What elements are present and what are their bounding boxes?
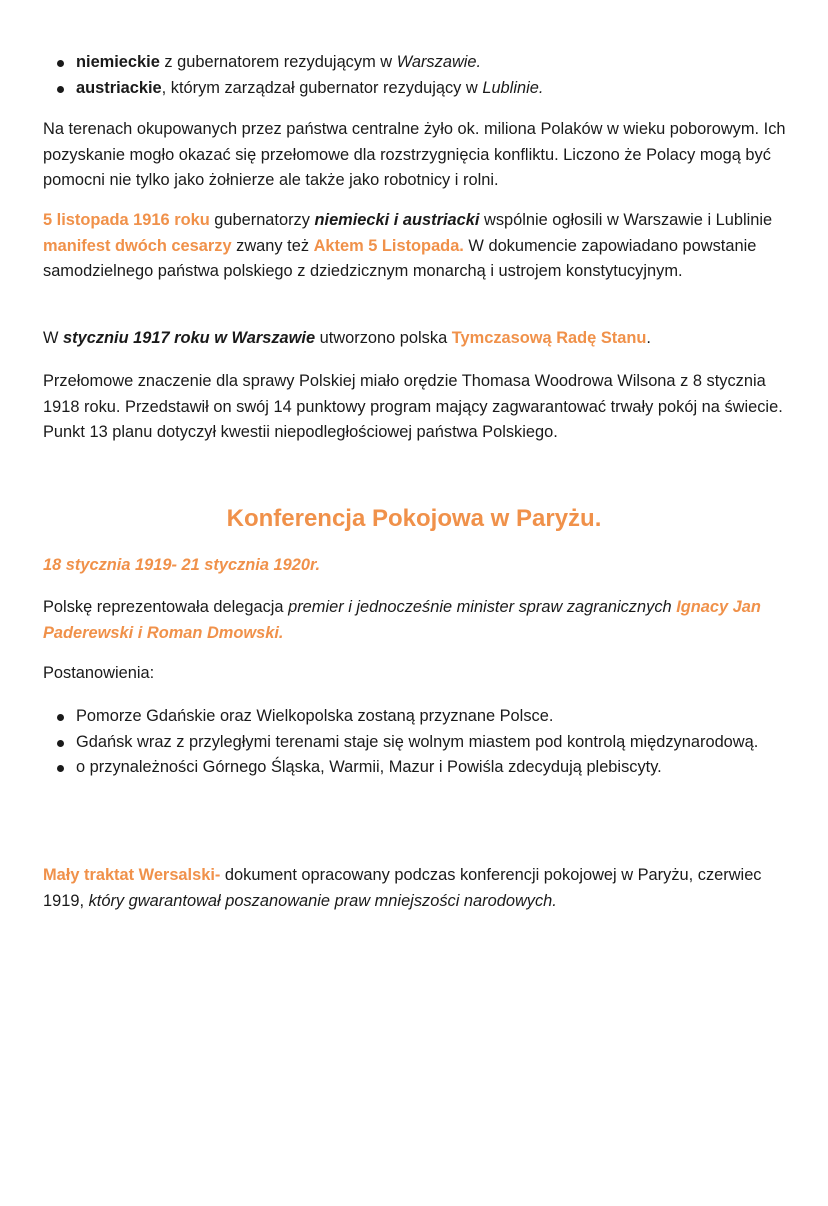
- list-item: Gdańsk wraz z przyległymi terenami staje się wolnym miastem pod kontrolą międzynarodową.: [43, 730, 783, 756]
- decisions-label: Postanowienia:: [43, 664, 155, 682]
- council-highlight: Tymczasową Radę Stanu: [451, 329, 647, 347]
- list-item: niemieckie z gubernatorem rezydującym w Warszawie.: [43, 50, 783, 76]
- list-item: o przynależności Górnego Śląska, Warmii, Mazur i Powiśla zdecydują plebiscyty.: [43, 755, 783, 781]
- decisions-list: [43, 704, 783, 781]
- section-heading: Konferencja Pokojowa w Paryżu.: [226, 505, 602, 532]
- conference-dates: 18 stycznia 1919- 21 stycznia 1920r.: [43, 556, 321, 574]
- paragraph-occupied-territories: Na terenach okupowanych przez państwa centralne żyło ok. miliona Polaków w wieku poborowym. Ich pozyskanie mogło okazać się przełomowe dla rozstrzygnięcia konfliktu. Liczono że Polacy mogą być pomocni nie tylko jako żołnierze ale także jako robotnicy i rolni.: [43, 120, 786, 189]
- paragraph-treaty: Mały traktat Wersalski- dokument opracowany podczas konferencji pokojowej w Paryżu, czerwiec 1919, który gwarantował poszanowanie praw mniejszości narodowych.: [43, 866, 762, 910]
- occupation-list: [43, 50, 783, 101]
- paragraph-delegation: Polskę reprezentowała delegacja premier i jednocześnie minister spraw zagranicznych Ignacy Jan Paderewski i Roman Dmowski.: [43, 598, 761, 642]
- paragraph-state-council: W styczniu 1917 roku w Warszawie utworzono polska Tymczasową Radę Stanu.: [43, 329, 651, 347]
- treaty-highlight: Mały traktat Wersalski-: [43, 866, 221, 884]
- act-highlight: Aktem 5 Listopada.: [313, 236, 464, 255]
- list-item: austriackie, którym zarządzał gubernator rezydujący w Lublinie.: [43, 76, 783, 102]
- date-highlight: 5 listopada 1916 roku: [43, 211, 210, 229]
- list-item: Pomorze Gdańskie oraz Wielkopolska zostaną przyznane Polsce.: [43, 704, 783, 730]
- paragraph-wilson: Przełomowe znaczenie dla sprawy Polskiej miało orędzie Thomasa Woodrowa Wilsona z 8 stycznia 1918 roku. Przedstawił on swój 14 punktowy program mający zagwarantować trwały pokój na świecie. Punkt 13 planu dotyczył kwestii niepodległościowej państwa Polskiego.: [43, 372, 783, 441]
- paragraph-act-5-november: 5 listopada 1916 roku gubernatorzy niemiecki i austriacki wspólnie ogłosili w Warszawie i Lublinie manifest dwóch cesarzy zwany też Aktem 5 Listopada. W dokumencie zapowiadano powstanie samodzielnego państwa polskiego z dziedzicznym monarchą i ustrojem konstytucyjnym.: [43, 211, 773, 280]
- delegates-highlight: Ignacy Jan Paderewski i Roman Dmowski.: [43, 598, 761, 642]
- manifest-highlight: manifest dwóch cesarzy: [43, 236, 232, 255]
